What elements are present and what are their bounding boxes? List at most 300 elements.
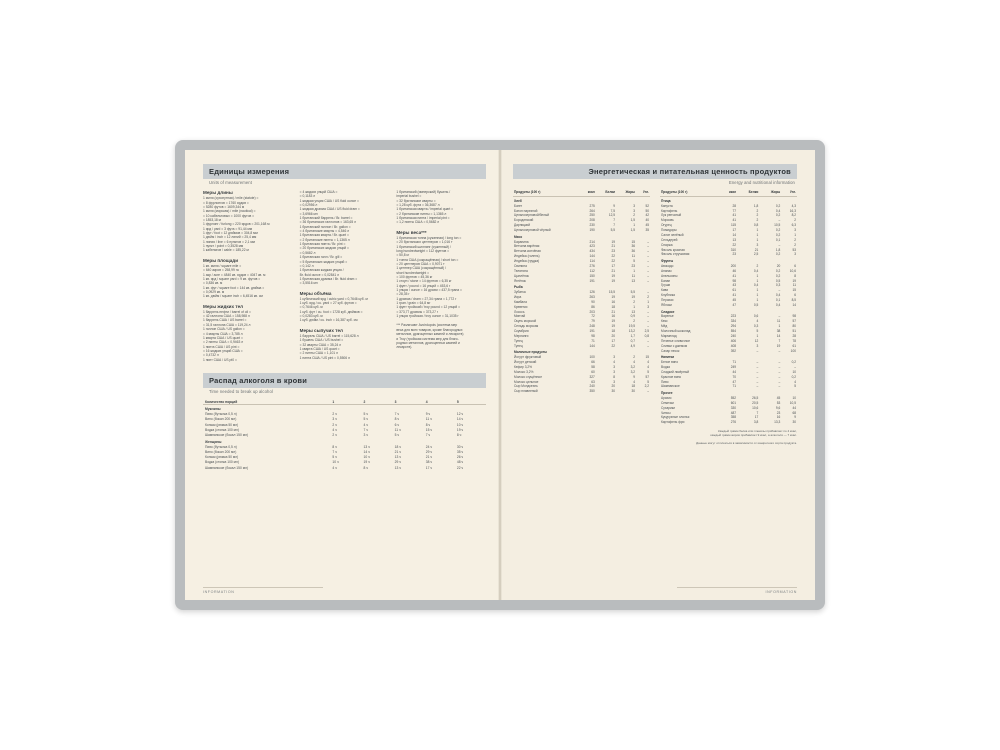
nutrition-value: 30 — [792, 420, 796, 425]
nutrition-value: 12 — [754, 338, 759, 343]
nutrition-value: 52 — [645, 203, 649, 208]
units-line: 1 фунт / pound = 16 унций = 453,6 г — [396, 283, 451, 288]
units-group-heading: Меры сыпучих тел — [299, 327, 343, 333]
nutrition-value: 3 — [613, 364, 616, 369]
nutrition-product-name: Клубника — [661, 293, 675, 298]
nutrition-value: 8,5 — [791, 298, 796, 303]
units-line: = 2 пинты США = 1,101 л — [299, 351, 338, 356]
nutrition-col-header: Жиры — [759, 190, 781, 196]
nutrition-product-name: Фасоль стручковая — [661, 252, 690, 257]
nutrition-product-name: Телятина — [514, 268, 528, 273]
nutrition-value: 554 — [730, 329, 737, 334]
units-line: Br. fluid ounce = 0,02841 л — [299, 272, 340, 277]
units-line: 1 британская пинта / Br. pint = — [299, 242, 346, 247]
nutrition-value: 6 — [794, 293, 796, 298]
nutrition-value: – — [756, 360, 759, 365]
nutrition-value: 41 — [732, 293, 737, 298]
units-line: *** Различают Avoirdupois (система мер — [396, 323, 458, 328]
nutrition-value: 17 — [611, 263, 616, 268]
units-line: = 0,1183 л — [299, 194, 316, 199]
nutrition-value: 77 — [732, 208, 737, 213]
nutrition-value: 19 — [611, 319, 616, 324]
nutrition-value: 18 — [611, 304, 616, 309]
nutrition-value: 264 — [589, 208, 595, 213]
nutrition-value: 2 — [756, 218, 759, 223]
nutrition-value: 26,5 — [752, 395, 759, 400]
nutrition-value: 28 — [732, 203, 737, 208]
nutrition-note-2: Данные могут отличаться в зависимости от конкретного сорта продукта. — [696, 440, 797, 445]
units-line: и Troy (тройская система мер для благо- — [396, 336, 459, 341]
nutrition-value: – — [647, 278, 649, 283]
nutrition-product-name: Тунец — [514, 338, 523, 343]
nutrition-value: 0,3 — [775, 283, 781, 288]
nutrition-value: 1 — [756, 293, 759, 298]
units-line: = 0,0929 кв. м — [203, 289, 225, 294]
units-line: = 4 британские кварты = 4,546 л — [299, 229, 350, 234]
nutrition-value: – — [647, 244, 649, 249]
nutrition-value: 150 — [589, 273, 595, 278]
nutrition-value: 0,4 — [775, 302, 781, 307]
alcohol-col-header: 2 — [362, 399, 393, 405]
nutrition-value: 240 — [730, 333, 737, 338]
nutrition-value: 4 — [647, 364, 649, 369]
nutrition-value: 0,2 — [775, 268, 781, 273]
nutrition-product-name: Сыр плавленый — [514, 389, 538, 394]
nutrition-value: 0,4 — [753, 283, 759, 288]
nutrition-value: 44 — [732, 369, 737, 374]
alcohol-cell: 5 ч — [394, 433, 400, 438]
nutrition-category-label: Прочее — [661, 391, 673, 396]
units-section-title: Единицы измерения — [203, 164, 486, 179]
units-group — [203, 190, 293, 253]
nutrition-value: – — [647, 273, 649, 278]
nutrition-value: 1 — [633, 223, 636, 228]
nutrition-value: 0,2 — [775, 252, 781, 257]
nutrition-value: 50 — [645, 208, 649, 213]
nutrition-category-label: Мясо — [514, 234, 523, 239]
nutrition-value: 57 — [645, 374, 649, 379]
nutrition-value: 9 — [613, 203, 616, 208]
nutrition-product-name: Ананас — [661, 268, 672, 273]
units-line: 1 фунт тройский / troy pound = 12 унций = — [396, 305, 461, 310]
units-column-2 — [300, 190, 390, 367]
nutrition-value: 392 — [730, 348, 737, 353]
units-line: = 42 галлона США = 158,988 л — [203, 314, 250, 319]
nutrition-value: 30 — [611, 389, 616, 394]
notebook-spread — [175, 140, 825, 610]
units-group — [203, 304, 293, 362]
nutrition-value: 15 — [631, 239, 636, 244]
nutrition-value: 60 — [591, 369, 595, 374]
nutrition-value: 1 — [633, 268, 636, 273]
nutrition-category-label: Напитки — [661, 355, 675, 360]
units-group — [300, 291, 390, 323]
nutrition-category-label: Фрукты — [661, 259, 674, 264]
nutrition-product-name: Цельнозерновой/белый — [514, 213, 550, 218]
units-group-heading: Меры длины — [203, 190, 233, 195]
units-line: = 3,6966 мл — [299, 211, 318, 216]
nutrition-value: – — [647, 314, 649, 319]
nutrition-value: 0,5 — [753, 302, 759, 307]
nutrition-value: 4 — [794, 379, 796, 384]
nutrition-product-name: Кукурузные хлопья — [661, 415, 690, 420]
units-line: 1 драхма / dram = 27,34 грана = 1,772 г — [396, 296, 457, 301]
alcohol-table-body — [203, 405, 486, 471]
alcohol-cell: 29 ч — [394, 460, 401, 465]
nutrition-value: 3 — [613, 369, 616, 374]
units-line: 1 пинт США / US pt0 = — [203, 357, 237, 362]
units-line: родных металлов, драгоценных камней и — [396, 340, 460, 345]
nutrition-product-name: Лук репчатый — [661, 213, 682, 218]
alcohol-col-header: 4 — [424, 399, 455, 405]
alcohol-row-label: Коньяк (рюмка 50 мл) — [205, 455, 239, 460]
nutrition-product-name: Свинина — [514, 263, 527, 268]
nutrition-product-name: Ветчина копчёная — [514, 249, 541, 254]
alcohol-cell: 3 ч — [332, 417, 337, 422]
nutrition-value: 1 — [633, 304, 636, 309]
units-line: 1 кв. фут / square foot = 144 кв. дюйма = — [203, 285, 265, 290]
units-line: = 640 акров = 258,99 га — [203, 268, 239, 273]
nutrition-value: 115 — [730, 223, 737, 228]
units-line: 1 гран / grain = 64,8 мг — [396, 301, 431, 306]
nutrition-value: 53 — [776, 400, 781, 405]
nutrition-value: 4 — [613, 360, 616, 365]
nutrition-value: 3 — [613, 379, 616, 384]
nutrition-value: 18 — [631, 384, 636, 389]
nutrition-value: 6,3 — [791, 223, 796, 228]
units-line: = 28,35 г — [396, 292, 410, 297]
nutrition-value: 100 — [589, 355, 595, 360]
units-line: 1 линия / line = 6 пунктов = 2,1 мм — [203, 239, 255, 244]
nutrition-value: 100 — [790, 348, 796, 353]
nutrition-value: 98 — [591, 333, 595, 338]
units-line: 1 британская тонна (суженная) / long ton = — [396, 235, 462, 240]
units-line: = 32 кварты США = 35,24 л — [299, 342, 342, 347]
units-line: = 0,7646 куб. м — [299, 305, 323, 310]
nutrition-value: 71 — [732, 360, 737, 365]
units-line: = 10 кабельтовых = 1000 футов = — [203, 213, 255, 218]
units-line: 1 кварта США / US quart = — [299, 347, 340, 352]
nutrition-value: 19 — [611, 278, 616, 283]
nutrition-product-name: Сыр Мондсеэль — [514, 384, 538, 389]
nutrition-value: 5,5 — [610, 228, 616, 233]
right-page-footer: INFORMATION — [677, 587, 797, 594]
nutrition-value: 2 — [756, 263, 759, 268]
nutrition-value: 20 — [611, 333, 616, 338]
units-line: = 20 центнеров США = 0,9071 т — [396, 262, 445, 266]
nutrition-product-name: Бородинский — [514, 218, 534, 223]
nutrition-section-title: Энергетическая и питательная ценность продуктов — [513, 164, 797, 179]
nutrition-product-name: Мёд — [661, 324, 668, 329]
nutrition-value: 275 — [589, 203, 595, 208]
alcohol-cell: 7 ч — [394, 412, 400, 417]
nutrition-value: 0,8 — [753, 223, 759, 228]
nutrition-product-name: Сельдь морская — [514, 324, 539, 329]
nutrition-value: 334 — [730, 319, 737, 324]
nutrition-value: 1,5 — [630, 228, 636, 233]
units-line: = 0,5682 л — [299, 250, 316, 255]
nutrition-value: 4,9 — [630, 343, 636, 348]
nutrition-col-header: Жиры — [616, 190, 636, 196]
table-row — [660, 257, 797, 264]
units-line: = 50,8 кг — [396, 253, 410, 258]
nutrition-product-name: Водка — [661, 364, 670, 369]
nutrition-value: 21 — [611, 309, 616, 314]
table-row — [660, 196, 797, 203]
nutrition-value: 3,2 — [630, 364, 636, 369]
nutrition-value: 45 — [732, 298, 737, 303]
units-line: 1 жидкая драхма США / US fluid dram = — [299, 207, 360, 212]
nutrition-value: 8 — [613, 374, 616, 379]
alcohol-cell: 4 ч — [363, 422, 368, 427]
nutrition-value: 19 — [631, 294, 636, 299]
alcohol-cell: 19 ч — [456, 427, 464, 432]
nutrition-value: 1 — [756, 288, 759, 293]
alcohol-cell: 3 ч — [363, 433, 368, 438]
units-line: = 4 кварты США = 3,785 л — [203, 331, 243, 336]
nutrition-value: 80 — [792, 324, 796, 329]
nutrition-value: 112 — [589, 268, 595, 273]
nutrition-value: – — [647, 268, 649, 273]
units-line: = 8 фурлонгов = 1760 ярдов = — [203, 200, 249, 205]
units-group — [396, 323, 486, 349]
nutrition-product-name: Молоко 3,2% — [514, 369, 534, 374]
units-line: 1 фут / foot = 12 дюймов = 304,8 мм — [203, 230, 258, 235]
nutrition-value: 1,5 — [630, 218, 636, 223]
table-row — [660, 353, 797, 360]
nutrition-value: 16 — [611, 299, 616, 304]
nutrition-value: 47 — [732, 302, 737, 307]
alcohol-cell: 5 ч — [332, 455, 337, 460]
nutrition-value: 200 — [730, 263, 737, 268]
nutrition-product-name: Авокадо — [661, 263, 674, 268]
nutrition-product-name: Молоко сгущённое — [514, 374, 542, 379]
nutrition-value: 330 — [730, 405, 737, 410]
nutrition-value: 98 — [732, 278, 737, 283]
nutrition-value: 53 — [792, 247, 796, 252]
units-line: = 32 британские кварты = — [396, 198, 436, 203]
nutrition-value: 9,6 — [775, 405, 781, 410]
nutrition-value: 3 — [633, 203, 636, 208]
nutrition-value: 310 — [730, 247, 737, 252]
nutrition-value: 45 — [645, 223, 649, 228]
nutrition-tables — [513, 190, 797, 425]
nutrition-value: 10 — [792, 369, 796, 374]
nutrition-value: 19 — [611, 294, 616, 299]
nutrition-value: 7 — [756, 410, 759, 415]
alcohol-cell: 10 ч — [332, 460, 339, 465]
nutrition-category-label: Сладкое — [661, 309, 675, 314]
nutrition-value: 13,3 — [774, 420, 781, 425]
nutrition-value: – — [778, 218, 781, 223]
nutrition-value: 30 — [631, 389, 636, 394]
nutrition-product-name: Картофель фри — [661, 420, 685, 425]
nutrition-value: 0,2 — [791, 360, 796, 365]
nutrition-note-line: Каждый грамм белка или глюкозы прибавляет по 4 ккал, — [718, 428, 797, 433]
alcohol-cell: 8 ч — [363, 465, 368, 470]
alcohol-cell: 10 ч — [456, 422, 464, 427]
nutrition-value: 10,5 — [774, 223, 781, 228]
units-line: 1 кварта США / US quart = — [203, 335, 243, 340]
units-line: 1 кубический ярд / cubic yard = 0,7646 куб. м — [299, 296, 368, 301]
nutrition-value: 1,7 — [630, 333, 636, 338]
units-group — [300, 190, 390, 286]
units-line: 1 баррель США / US barrel = — [203, 318, 247, 323]
nutrition-value: 3 — [613, 355, 616, 360]
nutrition-product-name: Цельнозерновой чёрный — [514, 228, 551, 233]
alcohol-cell: 14 ч — [456, 417, 464, 422]
units-line: short hundredweight = — [396, 270, 430, 275]
alcohol-cell: 13 ч — [394, 455, 401, 460]
nutrition-value: 10 — [792, 395, 796, 400]
nutrition-value: – — [647, 290, 649, 295]
nutrition-value: 8 — [794, 273, 796, 278]
nutrition-value: 11 — [776, 319, 781, 324]
nutrition-value: 276 — [589, 263, 595, 268]
units-line: = 100 фунтов = 45,36 кг — [396, 275, 433, 280]
nutrition-value: – — [647, 249, 649, 254]
nutrition-value: 2,5 — [753, 252, 759, 257]
nutrition-value: 20 — [611, 384, 616, 389]
nutrition-value: 248 — [589, 324, 595, 329]
nutrition-value: 43 — [732, 283, 737, 288]
alcohol-row-label: Пиво (бутылка 0,5 л) — [205, 412, 237, 417]
nutrition-value: 0,5 — [775, 278, 781, 283]
nutrition-value: 21 — [611, 268, 616, 273]
alcohol-cell: 35 ч — [456, 450, 464, 454]
nutrition-value: – — [778, 348, 781, 353]
nutrition-product-name: Индейка (грудка) — [514, 259, 540, 264]
nutrition-product-name: Персики — [661, 298, 674, 303]
nutrition-value: 126 — [589, 290, 595, 295]
nutrition-product-name: Семечки — [661, 400, 674, 405]
nutrition-product-name: Арахис — [661, 395, 672, 400]
alcohol-row-label: Коньяк (рюмка 50 мл) — [205, 422, 239, 427]
nutrition-value: 10,6 — [789, 268, 796, 273]
nutrition-value: 18 — [611, 329, 616, 334]
alcohol-cell: 30 ч — [456, 444, 464, 449]
alcohol-col-header: Количество порций — [203, 399, 330, 405]
nutrition-product-name: Шампанское — [661, 384, 680, 389]
nutrition-value: 0,7 — [630, 338, 636, 343]
units-line: 1 центнер США (сокращённый) / — [396, 266, 447, 271]
nutrition-value: 2,2 — [644, 384, 649, 389]
alcohol-row-label: Пиво (бутылка 0,5 л) — [205, 444, 237, 449]
units-line: 1 дюйм / inch = 12 линий = 25,4 мм — [203, 235, 257, 240]
units-line: = 0,142 л — [299, 263, 314, 268]
nutrition-value: 223 — [730, 314, 737, 319]
units-line: 1 британский (имперский) бушель / — [396, 190, 451, 194]
nutrition-product-name: Огурец — [661, 223, 672, 228]
alcohol-cell: 21 ч — [425, 455, 433, 460]
nutrition-value: 423 — [589, 244, 595, 249]
nutrition-value: 3 — [794, 252, 796, 257]
units-column-3 — [396, 190, 486, 367]
nutrition-value: 2 — [794, 218, 796, 223]
nutrition-value: 9 — [794, 415, 796, 420]
nutrition-product-name: Скумбрия — [514, 329, 529, 334]
alcohol-cell: 7 ч — [425, 433, 431, 438]
alcohol-cell: 8 ч — [425, 422, 431, 427]
nutrition-value: 263 — [589, 294, 595, 299]
nutrition-value: 1 — [756, 278, 759, 283]
units-line: = 0,02956 л — [299, 203, 318, 208]
nutrition-value: 4 — [633, 379, 636, 384]
nutrition-value: 47 — [732, 379, 737, 384]
units-line: = 2 пинты США = 0,9463 л — [203, 340, 244, 345]
nutrition-value: 5 — [794, 384, 796, 389]
nutrition-value: 0,1 — [775, 298, 781, 303]
units-line: imperial bushel = — [396, 194, 422, 199]
alcohol-cell: 8 ч — [394, 417, 400, 422]
units-line: 1 пункт / point = 0,3528 мм — [203, 243, 244, 248]
nutrition-value: 20 — [776, 263, 781, 268]
alcohol-cell: 5 ч — [363, 412, 368, 417]
nutrition-value: 2 — [633, 319, 636, 324]
nutrition-value: 191 — [589, 329, 595, 334]
nutrition-value: – — [778, 288, 781, 293]
nutrition-value: 5 — [756, 329, 759, 334]
units-line: 1 пинта США / US pint = 0,5506 л — [299, 355, 350, 360]
nutrition-value: 1 — [756, 273, 759, 278]
nutrition-value: 358 — [730, 415, 737, 420]
nutrition-value: 78 — [792, 338, 796, 343]
nutrition-product-name: Сельдерей — [661, 237, 678, 242]
nutrition-value: 5 — [647, 379, 649, 384]
alcohol-col-header: 5 — [455, 399, 486, 405]
nutrition-value: – — [647, 324, 649, 329]
nutrition-value: 16 — [776, 415, 781, 420]
nutrition-product-name: Белое вино — [661, 360, 679, 365]
nutrition-value: 35 — [645, 228, 649, 233]
units-line: = 3,5516 мл — [299, 281, 318, 286]
nutrition-value: – — [647, 259, 649, 264]
nutrition-product-name: Сахар песок — [661, 348, 680, 353]
nutrition-product-name: Камбала — [514, 299, 527, 304]
units-line: 1 куб. ярд / cu. yard = 27 куб. футов = — [299, 301, 357, 306]
alcohol-group-label: Женщины — [205, 439, 222, 444]
units-line: 1 кабельтов / cable = 185,22 м — [203, 248, 249, 253]
nutrition-value: 0,2 — [791, 374, 796, 379]
nutrition-value: 22 — [611, 259, 616, 264]
nutrition-product-name: Груши — [661, 283, 671, 288]
nutrition-value: – — [647, 263, 649, 268]
units-line: = 5280 футов = 1609,344 м — [203, 204, 245, 209]
table-row — [203, 438, 486, 445]
nutrition-value: 63 — [591, 379, 595, 384]
nutrition-product-name: Кекс — [661, 319, 668, 324]
nutrition-value: 4 — [647, 360, 649, 365]
nutrition-value: 11 — [631, 254, 636, 259]
units-line: металлов, драгоценных камней и лекарств) — [396, 332, 464, 337]
nutrition-product-name: Яблоки — [661, 302, 672, 307]
units-line: = 1853,18 м — [203, 217, 221, 222]
units-section-subtitle: Units of measurement — [209, 180, 252, 185]
alcohol-section-title: Распад алкоголя в крови — [203, 373, 486, 388]
units-line: 1 британский баррель / Br. barrel = — [299, 216, 353, 221]
nutrition-value: – — [756, 374, 759, 379]
units-line: 1 британский шиллинг (суженный) / — [396, 244, 451, 249]
alcohol-cell: 13 ч — [363, 444, 370, 449]
nutrition-value: 10,6 — [752, 405, 759, 410]
alcohol-cell: 4 ч — [332, 465, 337, 470]
nutrition-value: 3 — [756, 343, 759, 348]
nutrition-value: – — [756, 364, 759, 369]
nutrition-category-label: Птица — [661, 198, 671, 203]
units-group — [300, 328, 390, 360]
units-line: 1 бушель США / US bushel = — [299, 338, 344, 343]
nutrition-value: – — [778, 314, 781, 319]
